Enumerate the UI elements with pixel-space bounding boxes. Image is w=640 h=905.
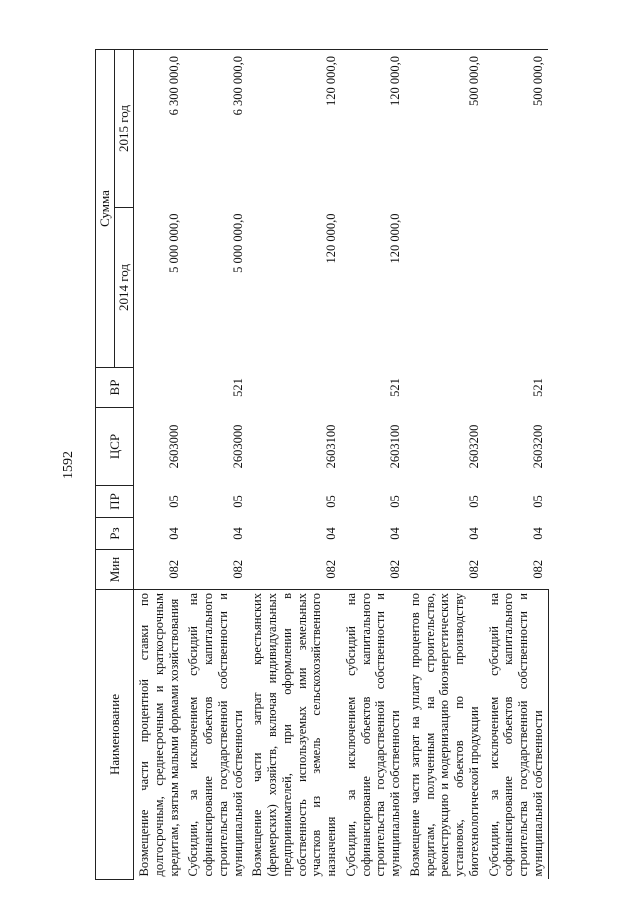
row-csr: 2603000 bbox=[166, 424, 181, 469]
header-rz: Рз bbox=[96, 518, 134, 550]
row-rz: 04 bbox=[466, 527, 481, 540]
header-min: Мин bbox=[96, 550, 134, 590]
row-sum-2014: 120 000,0 bbox=[388, 213, 402, 264]
row-csr: 2603000 bbox=[230, 424, 245, 469]
row-vr bbox=[134, 368, 184, 408]
row-pr: 05 bbox=[324, 495, 338, 508]
header-csr: ЦСР bbox=[96, 408, 134, 486]
row-rz: 04 bbox=[166, 527, 181, 540]
table-row bbox=[247, 50, 341, 880]
header-row-1 bbox=[96, 50, 115, 880]
row-vr: 521 bbox=[388, 378, 402, 397]
row-sum-2014 bbox=[405, 208, 484, 368]
row-min: 082 bbox=[466, 559, 481, 579]
row-csr: 2603200 bbox=[466, 424, 481, 469]
header-sum: Сумма bbox=[96, 50, 115, 368]
page-number: 1592 bbox=[61, 451, 76, 479]
rotated-table-sheet bbox=[61, 50, 575, 880]
table-row bbox=[484, 50, 549, 880]
row-rz: 04 bbox=[324, 527, 338, 540]
row-sum-2014: 5 000 000,0 bbox=[230, 213, 245, 273]
row-min: 082 bbox=[230, 559, 245, 579]
header-2014: 2014 год bbox=[115, 208, 134, 368]
budget-table bbox=[95, 49, 549, 880]
row-vr bbox=[247, 368, 341, 408]
row-name: Возмещение части процентной ставки по долгосрочным, среднесрочным и краткосрочным кредитам, взятым малыми формами хозяйствования bbox=[134, 590, 184, 880]
table-row bbox=[183, 50, 247, 880]
header-name: Наименование bbox=[96, 590, 134, 880]
table-row bbox=[134, 50, 184, 880]
row-rz: 04 bbox=[531, 527, 546, 540]
table-row bbox=[341, 50, 405, 880]
row-rz: 04 bbox=[230, 527, 245, 540]
row-vr: 521 bbox=[230, 378, 245, 397]
row-name: Возмещение части затрат крестьянских (фермерских) хозяйств, включая индивидуальных предпринимателей, при оформлении в собственность используемых ими земельных участков из земель сельскохозяйственного назначения bbox=[247, 590, 341, 880]
row-csr: 2603200 bbox=[531, 424, 546, 469]
row-csr: 2603100 bbox=[324, 424, 338, 469]
row-sum-2015: 500 000,0 bbox=[484, 50, 549, 208]
row-sum-2015: 120 000,0 bbox=[341, 50, 405, 208]
row-sum-2014 bbox=[484, 208, 549, 368]
row-sum-2015: 6 300 000,0 bbox=[183, 50, 247, 208]
row-sum-2015: 500 000,0 bbox=[405, 50, 484, 208]
header-vr: ВР bbox=[96, 368, 134, 408]
row-name: Субсидии, за исключением субсидий на софинансирование объектов капитального строительства государственной собственности и муниципальной собственности bbox=[484, 590, 549, 880]
row-min: 082 bbox=[531, 559, 546, 579]
row-name: Субсидии, за исключением субсидий на софинансирование объектов капитального строительства государственной собственности и муниципальной собственности bbox=[341, 590, 405, 880]
table-body bbox=[134, 50, 549, 880]
row-vr bbox=[405, 368, 484, 408]
table-row bbox=[405, 50, 484, 880]
row-pr: 05 bbox=[531, 495, 546, 508]
row-pr: 05 bbox=[466, 495, 481, 508]
row-min: 082 bbox=[324, 559, 338, 579]
row-name: Возмещение части затрат на уплату процентов по кредитам, полученным на строительство, реконструкцию и модернизацию биоэнергетических установок, объектов по производству биотехнологической продукции bbox=[405, 590, 484, 880]
row-vr: 521 bbox=[531, 378, 546, 397]
row-pr: 05 bbox=[230, 495, 245, 508]
row-sum-2014: 120 000,0 bbox=[324, 213, 338, 264]
row-rz: 04 bbox=[388, 527, 402, 540]
row-sum-2015: 120 000,0 bbox=[247, 50, 341, 208]
row-min: 082 bbox=[166, 559, 181, 579]
row-name: Субсидии, за исключением субсидий на софинансирование объектов капитального строительства государственной собственности и муниципальной собственности bbox=[183, 590, 247, 880]
row-pr: 05 bbox=[166, 495, 181, 508]
header-2015: 2015 год bbox=[115, 50, 134, 208]
row-min: 082 bbox=[388, 559, 402, 579]
row-pr: 05 bbox=[388, 495, 402, 508]
row-sum-2015: 6 300 000,0 bbox=[134, 50, 184, 208]
header-pr: ПР bbox=[96, 486, 134, 518]
row-sum-2014: 5 000 000,0 bbox=[166, 213, 181, 273]
row-csr: 2603100 bbox=[388, 424, 402, 469]
